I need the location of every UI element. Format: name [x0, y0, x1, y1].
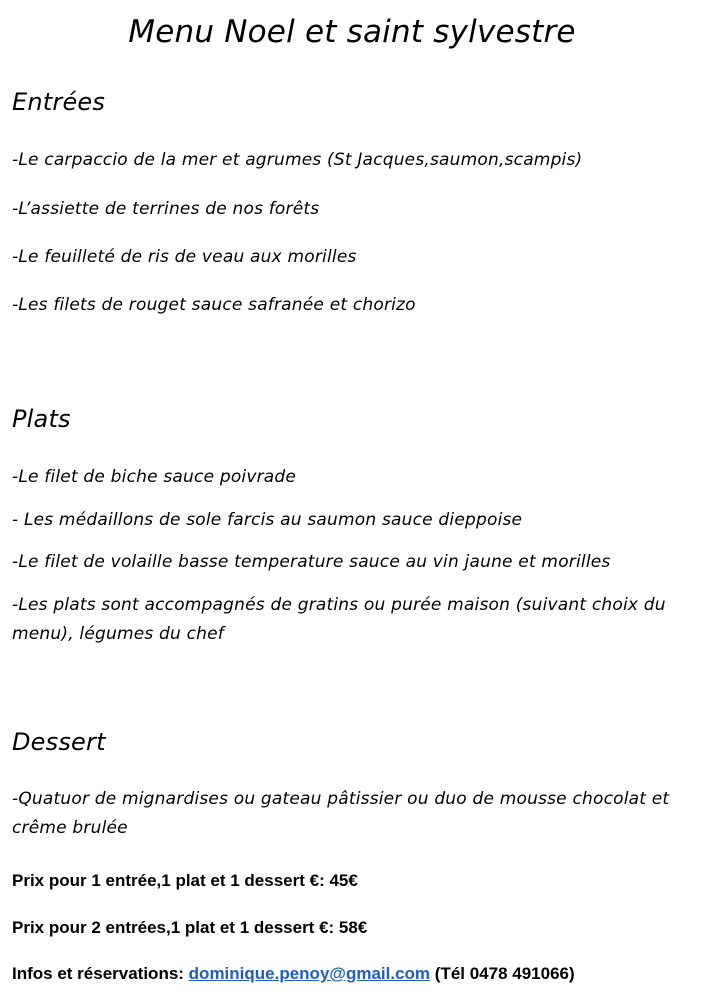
section-heading-entrees: Entrées — [12, 88, 106, 116]
contact-line — [12, 964, 702, 984]
email-link[interactable]: dominique.penoy@gmail.com — [188, 964, 431, 983]
contact-phone: (Tél 0478 491066) — [430, 964, 575, 983]
section-heading-plats: Plats — [12, 405, 71, 433]
contact-label: Infos et réservations: — [12, 964, 189, 983]
section-heading-dessert: Dessert — [12, 728, 106, 756]
list-item: -Les filets de rouget sauce safranée et chorizo — [12, 295, 416, 315]
list-item: - Les médaillons de sole farcis au saumon sauce dieppoise — [12, 510, 523, 530]
list-item: -Le feuilleté de ris de veau aux morilles — [12, 247, 357, 267]
list-item: -Le filet de biche sauce poivrade — [12, 467, 297, 487]
list-item: -Les plats sont accompagnés de gratins ou purée maison (suivant choix du menu), légumes du chef — [12, 595, 666, 644]
list-item: -L’assiette de terrines de nos forêts — [12, 199, 320, 219]
page-title: Menu Noel et saint sylvestre — [128, 14, 576, 50]
list-item: -Le carpaccio de la mer et agrumes (St Jacques,saumon,scampis) — [12, 150, 583, 170]
price-line-1: Prix pour 1 entrée,1 plat et 1 dessert €: 45€ — [12, 871, 358, 890]
price-line-2: Prix pour 2 entrées,1 plat et 1 dessert €: 58€ — [12, 918, 368, 937]
list-item: -Quatuor de mignardises ou gateau pâtissier ou duo de mousse chocolat et crême brulée — [12, 789, 670, 838]
list-item: -Le filet de volaille basse temperature sauce au vin jaune et morilles — [12, 552, 611, 572]
